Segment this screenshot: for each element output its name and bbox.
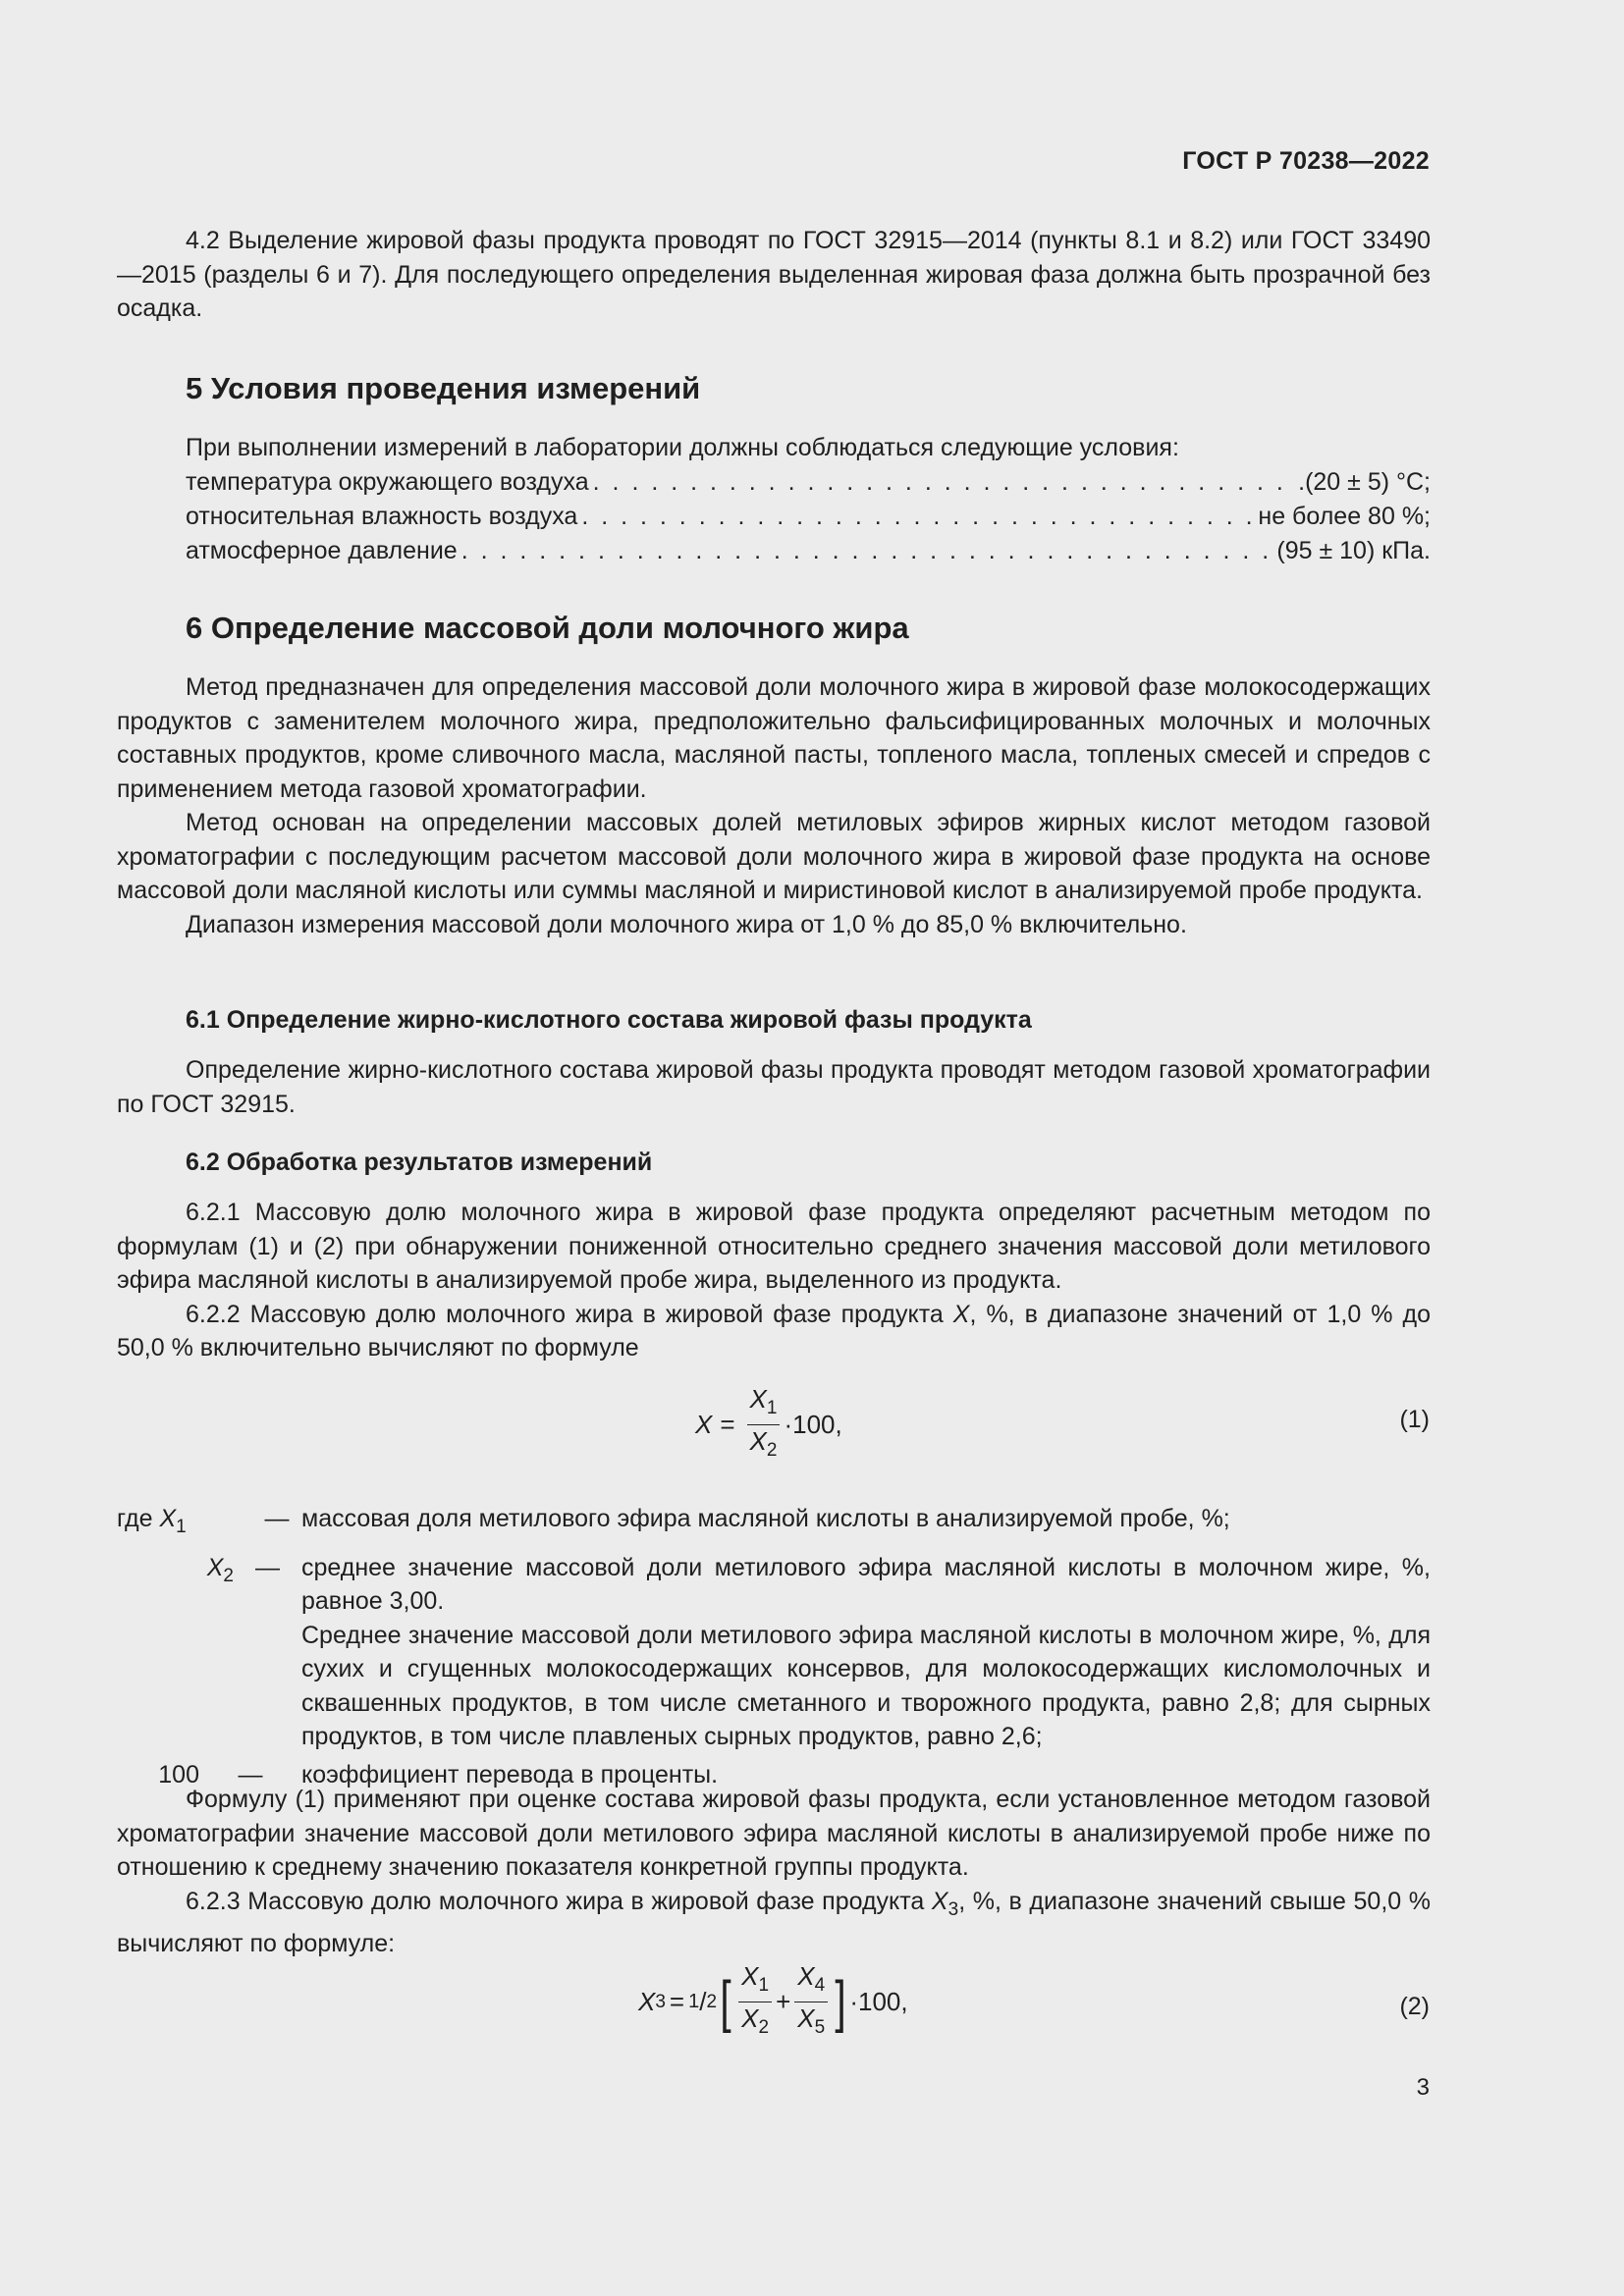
subsection-6-1-title: 6.1 Определение жирно-кислотного состава жировой фазы продукта: [186, 1006, 1032, 1034]
definition-item: где $X_1$ — массовая доля метилового эфира масляной кислоты в анализируемой пробе, %;: [117, 1505, 1230, 1537]
equation-number-1: (1): [1399, 1406, 1430, 1433]
document-header: ГОСТ Р 70238—2022: [1182, 147, 1430, 175]
conditions-list: [186, 431, 1431, 568]
section-6-body: [117, 670, 1431, 941]
paragraph-6-2-1: 6.2.1 Массовую долю молочного жира в жировой фазе продукта определяют расчетным методом по формулам (1) и (2) при обнаружении пониженной относительно среднего значения массовой доли метилового эфира масляной кислоты в анализируемой пробе жира, выделенного из продукта.: [117, 1199, 1431, 1294]
definition-item: $X_2$ — среднее значение массовой доли метилового эфира масляной кислоты в молочном жире, %, равное 3,00.: [206, 1553, 1431, 1615]
formula-1: X = $\frac{X_1}{X_2}$ ·100,: [695, 1384, 842, 1466]
paragraph-6-2-3: 6.2.3 Массовую долю молочного жира в жировой фазе продукта $X_3$, %, в диапазоне значений свыше 50,0 % вычисляют по формуле:: [117, 1887, 1431, 1957]
definition-item: 100 — коэффициент перевода в проценты.: [158, 1760, 719, 1789]
leader-dots: [461, 534, 1273, 568]
section-6-paragraph: Метод основан на определении массовых долей метиловых эфиров жирных кислот методом газовой хроматографии с последующим расчетом массовой доли молочного жира в жировой фазе продукта на основе массовой доли масляной кислоты или суммы масляной и миристиновой кислот в анализируемой пробе продукта.: [117, 809, 1431, 904]
fraction: $\frac{X_1}{X_2}$: [738, 1961, 772, 2043]
paragraph-4-2: 4.2 Выделение жировой фазы продукта проводят по ГОСТ 32915—2014 (пункты 8.1 и 8.2) или ГОСТ 33490—2015 (разделы 6 и 7). Для последующего определения выделенная жировая фаза должна быть прозрачной без осадка.: [117, 227, 1431, 322]
subsection-6-2-title: 6.2 Обработка результатов измерений: [186, 1148, 653, 1176]
section-6-paragraph: Диапазон измерения массовой доли молочного жира от 1,0 % до 85,0 % включительно.: [186, 910, 1187, 938]
section-6-paragraph: Метод предназначен для определения массовой доли молочного жира в жировой фазе молокосодержащих продуктов с заменителем молочного жира, предположительно фальсифицированных молочных и молочных составных продуктов, кроме сливочного масла, масляной пасты, топленого масла, топленых смесей и спредов с применением метода газовой хроматографии.: [117, 673, 1431, 803]
conditions-intro: При выполнении измерений в лаборатории должны соблюдаться следующие условия:: [186, 434, 1179, 461]
fraction: $\frac{X_1}{X_2}$: [747, 1384, 781, 1466]
condition-row: относительная влажность воздуха . . . не более 80 %;: [186, 500, 1431, 534]
subsection-6-1-text: Определение жирно-кислотного состава жировой фазы продукта проводят методом газовой хроматографии по ГОСТ 32915.: [117, 1056, 1431, 1118]
condition-row: атмосферное давление . . . (95 ± 10) кПа.: [186, 534, 1431, 568]
definition-note: Среднее значение массовой доли метилового эфира масляной кислоты в молочном жире, %, для сухих и сгущенных молокосодержащих консервов, для молокосодержащих кисломолочных и сквашенных продуктов, в том числе сметанного и творожного продукта, равно 2,8; для сырных продуктов, в том числе плавленых сырных продуктов, равно 2,6;: [301, 1621, 1431, 1750]
fraction: $\frac{X_4}{X_5}$: [794, 1961, 828, 2043]
section-5-title: 5 Условия проведения измерений: [186, 371, 701, 405]
equation-number-2: (2): [1399, 1993, 1430, 2020]
leader-dots: [581, 500, 1254, 534]
leader-dots: [593, 465, 1294, 500]
section-6-title: 6 Определение массовой доли молочного жира: [186, 611, 909, 645]
page-number: 3: [1416, 2074, 1430, 2101]
paragraph-6-2-2: 6.2.2 Массовую долю молочного жира в жировой фазе продукта X, %, в диапазоне значений от 1,0 % до 50,0 % включительно вычисляют по формуле: [117, 1300, 1432, 1362]
condition-row: температура окружающего воздуха . . . .(20 ± 5) °С;: [186, 465, 1431, 500]
formula-2: X 3 = 1 / 2 [ $\frac{X_1}{X_2}$ + $\frac{X_4}{X_5}$ ] ·100,: [638, 1961, 908, 2043]
subsection-6-2-text: [117, 1196, 1431, 1365]
formula-usage-text: Формулу (1) применяют при оценке состава жировой фазы продукта, если установленное методом газовой хроматографии значение массовой доли метилового эфира масляной кислоты в анализируемой пробе ниже по отношению к среднему значению показателя конкретной группы продукта. 6.2.3 Массовую долю молочного жира в жировой фазе продукта $X_3$, %, в диапазоне значений свыше 50,0 % вычисляют по формуле:: [117, 1783, 1431, 1961]
definitions-list: [117, 1502, 1431, 1791]
